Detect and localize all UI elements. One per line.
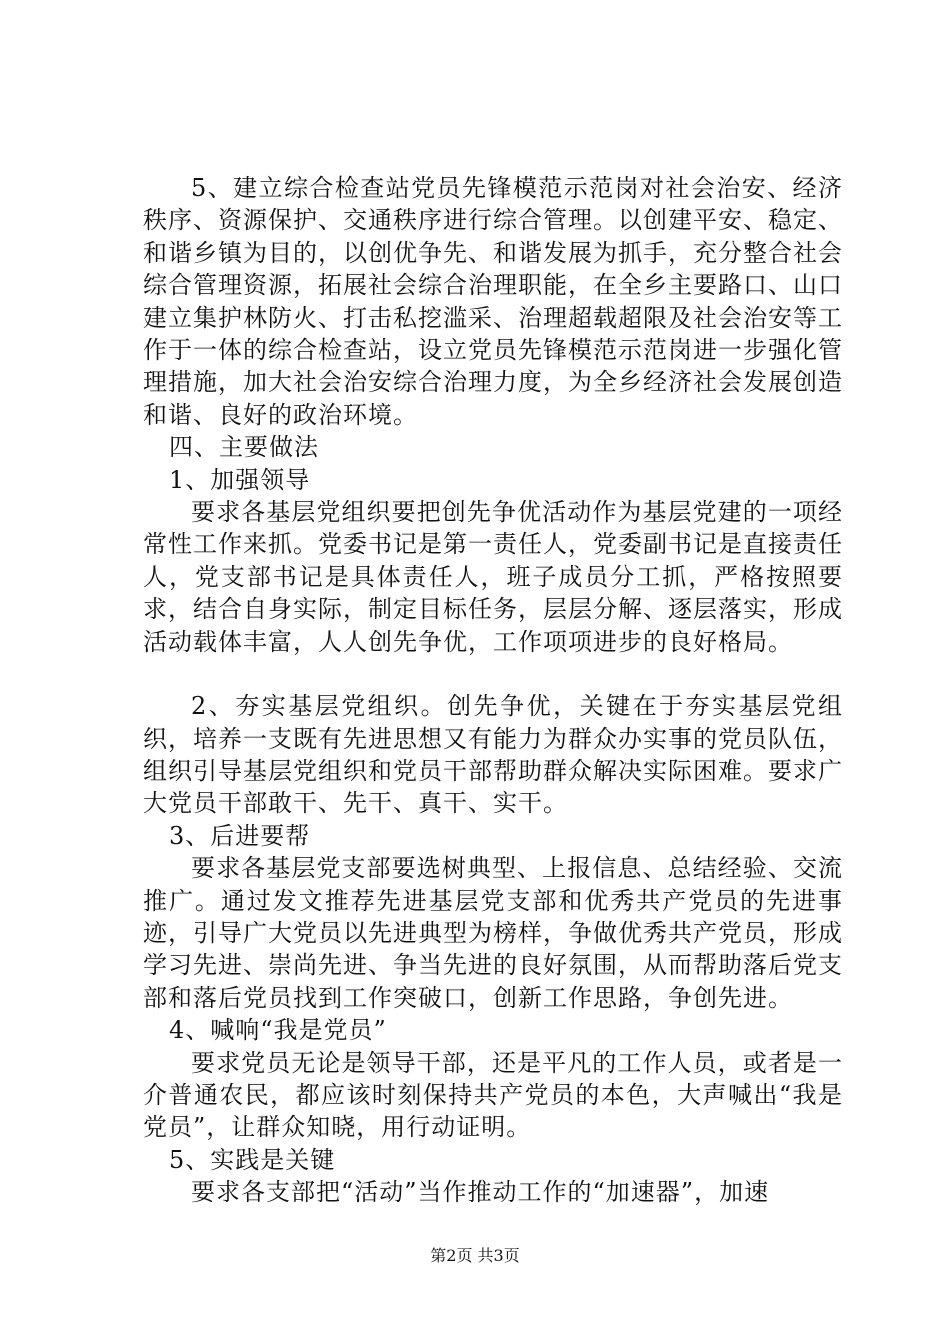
section-heading-main-practices: 四、主要做法 — [169, 433, 319, 462]
paragraph-checkpoint: 5、建立综合检查站党员先锋模范示范岗对社会治安、经济秩序、资源保护、交通秩序进行综合管理。以创建平安、稳定、和谐乡镇为目的，以创优争先、和谐发展为抓手，充分整合社会综合管理资源，拓展社会综合治理职能，在全乡主要路口、山口建立集护林防火、打击私挖滥采、治理超载超限及社会治安等工作于一体的综合检查站，设立党员先锋模范示范岗进一步强化管理措施，加大社会治安综合治理力度，为全乡经济社会发展创造和谐、良好的政治环境。 — [143, 174, 843, 429]
subheading-help-laggards: 3、后进要帮 — [169, 821, 311, 850]
paragraph-leadership: 要求各基层党组织要把创先争优活动作为基层党建的一项经常性工作来抓。党委书记是第一责任人，党委副书记是直接责任人，党支部书记是具体责任人，班子成员分工抓，严格按照要求，结合自身实际，制定目标任务，层层分解、逐层落实，形成活动载体丰富，人人创先争优，工作项项进步的良好格局。 — [143, 498, 843, 656]
paragraph-spacer — [143, 658, 843, 690]
subheading-i-am-party-member: 4、喊响“我是党员” — [169, 1016, 387, 1045]
paragraph-help-laggards: 要求各基层党支部要选树典型、上报信息、总结经验、交流推广。通过发文推荐先进基层党支部和优秀共产党员的先进事迹，引导广大党员以先进典型为榜样，争做优秀共产党员，形成学习先进、崇尚先进、争当先进的良好氛围，从而帮助落后党支部和落后党员找到工作突破口，创新工作思路，争创先进。 — [143, 854, 843, 1012]
paragraph-grassroots-organization: 2、夯实基层党组织。创先争优，关键在于夯实基层党组织，培养一支既有先进思想又有能力为群众办实事的党员队伍，组织引导基层党组织和党员干部帮助群众解决实际困难。要求广大党员干部敢干、先干、真干、实干。 — [143, 692, 843, 818]
paragraph-practice-is-key: 要求各支部把“活动”当作推动工作的“加速器”，加速 — [191, 1178, 770, 1207]
document-body — [143, 172, 843, 1209]
page-number-footer: 第2页 共3页 — [430, 1246, 520, 1265]
subheading-practice-is-key: 5、实践是关键 — [169, 1145, 336, 1174]
paragraph-i-am-party-member: 要求党员无论是领导干部，还是平凡的工作人员，或者是一介普通农民，都应该时刻保持共产党员的本色，大声喊出“我是党员”，让群众知晓，用行动证明。 — [143, 1048, 843, 1142]
subheading-strengthen-leadership: 1、加强领导 — [169, 465, 311, 494]
